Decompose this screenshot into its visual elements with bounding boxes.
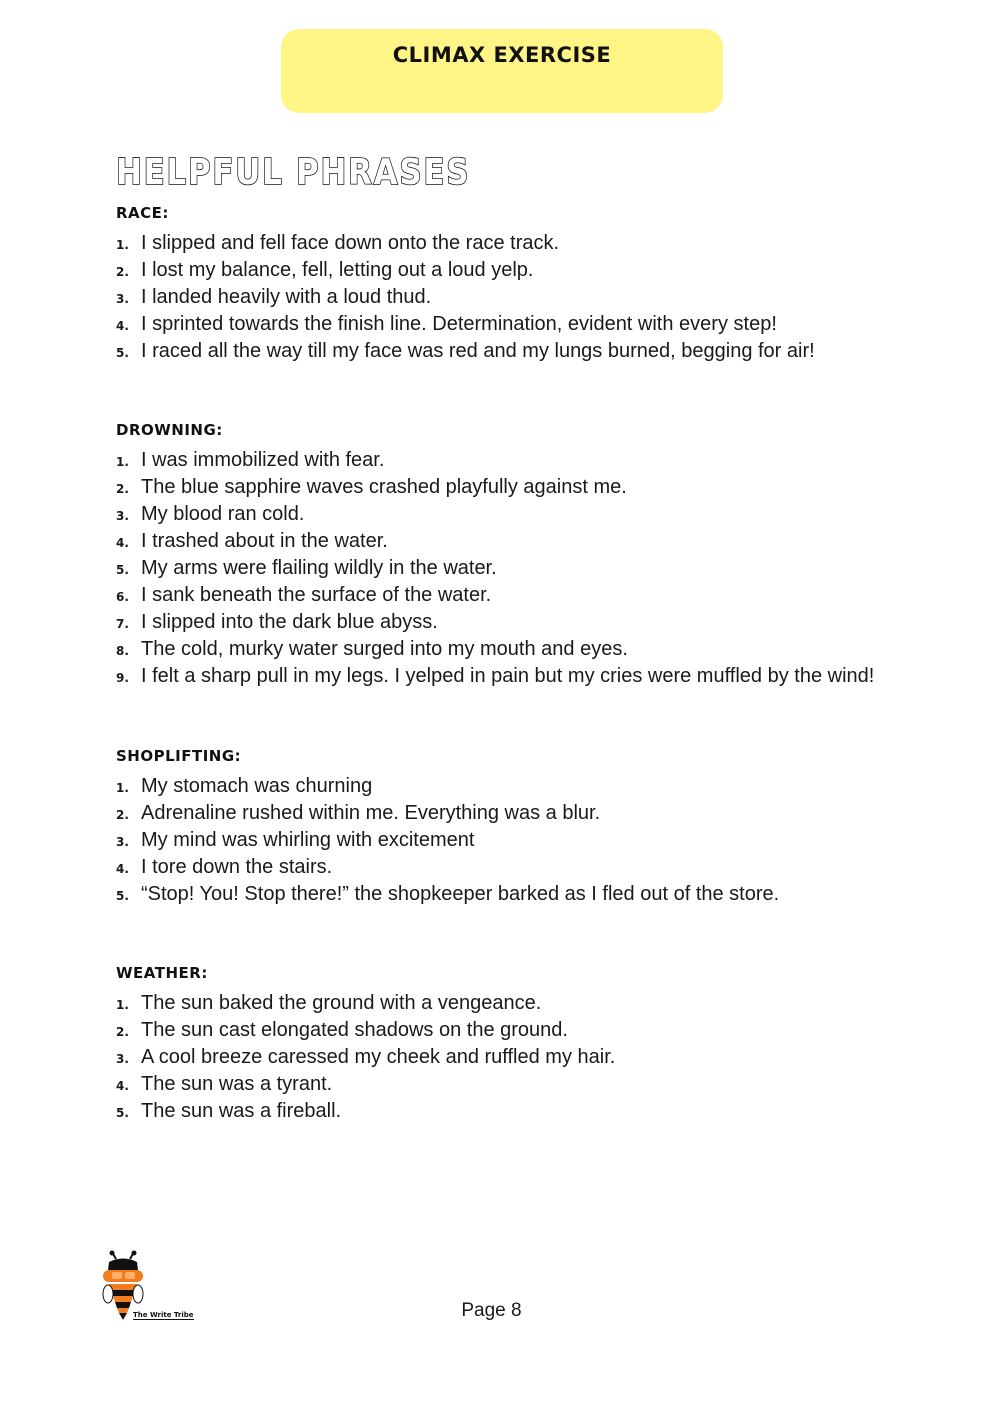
phrase-list: [116, 773, 916, 908]
list-item: 3. My mind was whirling with excitement: [116, 829, 475, 851]
list-item: 3. A cool breeze caressed my cheek and ruffled my hair.: [116, 1046, 616, 1068]
list-item: 1. The sun baked the ground with a vengeance.: [116, 992, 542, 1014]
list-item: 5. The sun was a fireball.: [116, 1100, 342, 1122]
section-title: SHOPLIFTING:: [116, 747, 242, 765]
section-title: RACE:: [116, 204, 169, 222]
list-item: 3. My blood ran cold.: [116, 503, 305, 525]
list-item: 4. I sprinted towards the finish line. Determination, evident with every step!: [116, 313, 777, 335]
list-item: 7. I slipped into the dark blue abyss.: [116, 611, 438, 633]
section-shoplifting: [116, 747, 916, 908]
list-item: 1. I slipped and fell face down onto the race track.: [116, 232, 560, 254]
phrase-list: [116, 447, 916, 690]
phrase-list: [116, 990, 916, 1125]
list-item: 4. I tore down the stairs.: [116, 856, 333, 878]
list-item: 1. My stomach was churning: [116, 775, 373, 797]
list-item: 5. “Stop! You! Stop there!” the shopkeeper barked as I fled out of the store.: [116, 883, 780, 905]
list-item: 4. I trashed about in the water.: [116, 530, 388, 552]
helpful-phrases-heading: HELPFUL PHRASES: [116, 152, 471, 193]
list-item: 4. The sun was a tyrant.: [116, 1073, 333, 1095]
list-item: 1. I was immobilized with fear.: [116, 449, 385, 471]
list-item: 8. The cold, murky water surged into my mouth and eyes.: [116, 638, 628, 660]
section-drowning: [116, 421, 916, 690]
list-item: 5. My arms were flailing wildly in the water.: [116, 557, 497, 579]
list-item: 2. Adrenaline rushed within me. Everything was a blur.: [116, 802, 601, 824]
list-item: 5. I raced all the way till my face was red and my lungs burned, begging for air!: [116, 340, 815, 362]
section-race: [116, 204, 916, 365]
list-item: 6. I sank beneath the surface of the water.: [116, 584, 492, 606]
logo-text: The Write Tribe: [133, 1311, 194, 1319]
list-item: 2. The blue sapphire waves crashed playfully against me.: [116, 476, 627, 498]
section-weather: [116, 964, 916, 1125]
list-item: 2. I lost my balance, fell, letting out a loud yelp.: [116, 259, 534, 281]
phrase-list: [116, 230, 916, 365]
section-title: WEATHER:: [116, 964, 208, 982]
page-title: CLIMAX EXERCISE: [392, 43, 612, 67]
list-item: 3. I landed heavily with a loud thud.: [116, 286, 432, 308]
title-banner: [281, 29, 723, 113]
list-item: 2. The sun cast elongated shadows on the ground.: [116, 1019, 568, 1041]
section-title: DROWNING:: [116, 421, 223, 439]
page-number: Page 8: [461, 1300, 522, 1321]
list-item: 9. I felt a sharp pull in my legs. I yelped in pain but my cries were muffled by the wind!: [116, 665, 875, 687]
